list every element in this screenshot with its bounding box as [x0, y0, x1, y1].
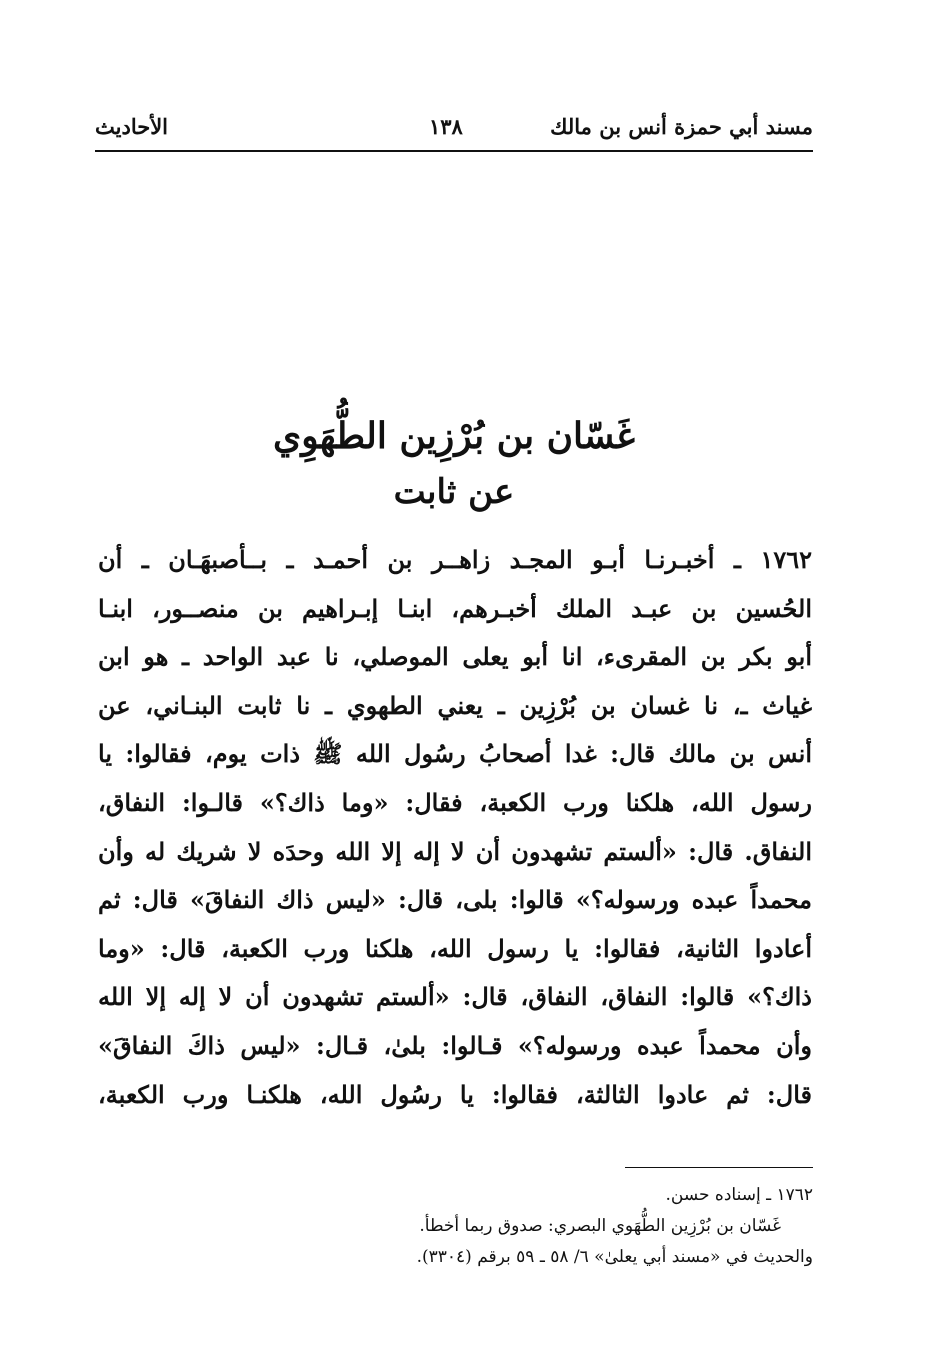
book-title: مسند أبي حمزة أنس بن مالك — [550, 114, 813, 139]
section-title: الأحاديث — [95, 114, 169, 139]
footnote-line: ١٧٦٢ ـ إسناده حسن. — [665, 1185, 813, 1205]
hadith-line: أبو بكر بن المقرىء، انا أبو يعلى الموصلي، نا عبد الواحد ـ هو ابن — [98, 642, 812, 672]
chapter-title: غَسّان بن بُرْزِين الطُّهَوِي — [273, 415, 635, 457]
footnote-divider — [625, 1167, 813, 1168]
hadith-line: أعادوا الثانية، فقالوا: يا رسول الله، هلكنا ورب الكعبة، قال: «وما — [98, 933, 812, 963]
footnote-line: والحديث في «مسند أبي يعلىٰ» ٦/ ٥٨ ـ ٥٩ برقم (٣٣٠٤). — [416, 1247, 813, 1267]
hadith-line: الحُسين بن عبـد الملك أخبـرهم، ابنـا إبـراهيم بن منصــور، ابنـا — [98, 593, 812, 623]
hadith-line: ١٧٦٢ ـ أخبـرنـا أبـو المجـد زاهــر بن أحمـد ـ بــأصبهَـان ـ أن — [98, 545, 812, 574]
footnotes — [213, 1180, 813, 1273]
page-number: ١٣٨ — [429, 114, 463, 139]
header-divider — [95, 150, 813, 152]
hadith-line: وأن محمداً عبده ورسوله؟» قـالوا: بلىٰ، قـال: «ليس ذاكَ النفاقَ» — [98, 1030, 812, 1060]
footnote-line: غَسّان بن بُرْزِين الطُّهَوي البصري: صدوق ربما أخطأ. — [419, 1216, 781, 1236]
hadith-line: رسول الله، هلكنا ورب الكعبة، فقال: «وما ذاك؟» قالـوا: النفاق، — [98, 787, 812, 817]
hadith-text — [98, 536, 812, 1119]
hadith-line: قال: ثم عادوا الثالثة، فقالوا: يا رسُول الله، هلكنـا ورب الكعبة، — [98, 1079, 812, 1109]
running-header — [95, 112, 813, 146]
hadith-line: غياث ـ، نا غسان بن بُرْزِين ـ يعني الطهوي ـ نا ثابت البنـاني، عن — [98, 690, 812, 720]
hadith-line: النفاق. قال: «ألستم تشهدون أن لا إله إلا الله وحدَه لا شريك له وأن — [98, 836, 812, 866]
hadith-line: ذاك؟» قالوا: النفاق، النفاق، قال: «ألستم تشهدون أن لا إله إلا الله — [98, 982, 812, 1012]
hadith-line: محمداً عبده ورسوله؟» قالوا: بلى، قال: «ليس ذاك النفاقَ» قال: ثم — [98, 885, 812, 915]
hadith-line: أنس بن مالك قال: غدا أصحابُ رسُول الله ﷺ ذات يوم، فقالوا: يا — [98, 739, 812, 769]
chapter-subtitle: عن ثابت — [393, 472, 515, 512]
